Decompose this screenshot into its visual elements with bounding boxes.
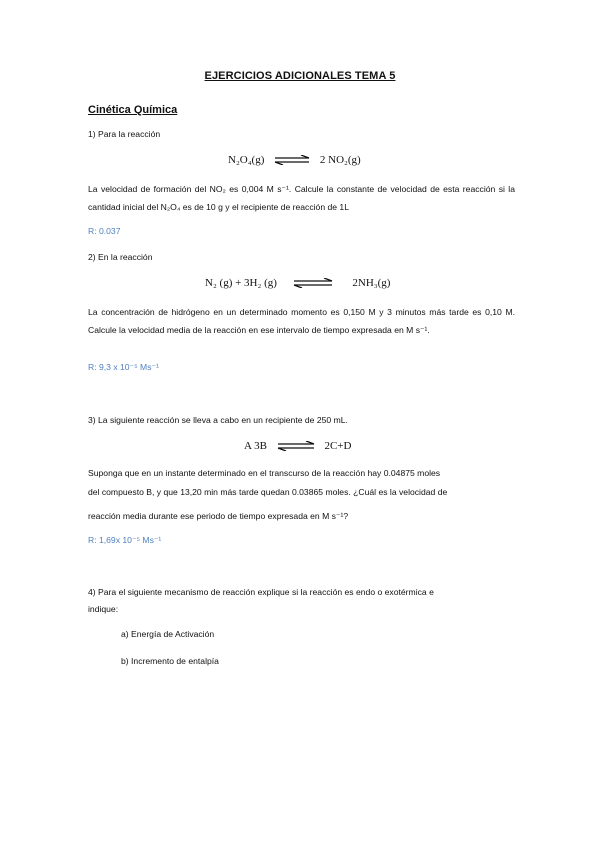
question-3-line-3: reacción media durante ese periodo de tiempo expresada en M s⁻¹? (88, 511, 349, 521)
question-4-line-2: indique: (88, 604, 119, 614)
section-heading: Cinética Química (88, 104, 178, 116)
question-4-item-a: a) Energía de Activación (121, 629, 215, 639)
question-1-label: 1) Para la reacción (88, 129, 161, 139)
equation-2-products: 2NH₃(g) (352, 277, 391, 289)
question-4-item-b: b) Incremento de entalpía (121, 656, 219, 666)
question-1-answer: R: 0.037 (88, 226, 121, 236)
question-3-line-2: del compuesto B, y que 13,20 min más tarde quedan 0.03865 moles. ¿Cuál es la velocidad de (88, 487, 448, 497)
document-title: EJERCICIOS ADICIONALES TEMA 5 (204, 70, 396, 82)
question-1-equation (228, 154, 361, 166)
question-3-answer: R: 1,69x 10⁻⁵ Ms⁻¹ (88, 535, 162, 545)
equilibrium-arrow-icon (286, 278, 336, 288)
question-2-answer: R: 9,3 x 10⁻⁵ Ms⁻¹ (88, 362, 159, 372)
question-2-label: 2) En la reacción (88, 252, 153, 262)
equilibrium-arrow-icon (276, 441, 316, 451)
equation-1-products: 2 NO₂(g) (319, 154, 361, 166)
equation-2-reactants: N₂ (g) + 3H₂ (g) (205, 277, 277, 289)
question-4-line-1: 4) Para el siguiente mecanismo de reacción explique si la reacción es endo o exotérmica e (88, 587, 434, 597)
equilibrium-arrow-icon (273, 155, 311, 165)
question-2-text: La concentración de hidrógeno en un determinado momento es 0,150 M y 3 minutos más tarde es 0,10 M. Calcule la velocidad media de la reacción en ese intervalo de tiempo expresada en M s⁻¹. (88, 307, 515, 335)
equation-3-products: 2C+D (324, 440, 352, 452)
question-3-label: 3) La siguiente reacción se lleva a cabo en un recipiente de 250 mL. (88, 415, 348, 425)
equation-3-reactants: A 3B (244, 440, 267, 452)
question-3-line-1: Suponga que en un instante determinado en el transcurso de la reacción hay 0.04875 moles (88, 468, 441, 478)
question-3-equation (244, 440, 351, 452)
question-1-text: La velocidad de formación del NO₂ es 0,004 M s⁻¹. Calcule la constante de velocidad de esta reacción si la cantidad inicial del N₂O₄ es de 10 g y el recipiente de reacción de 1L (88, 184, 515, 212)
equation-1-reactants: N₂O₄(g) (228, 154, 265, 166)
question-2-equation (205, 277, 390, 289)
